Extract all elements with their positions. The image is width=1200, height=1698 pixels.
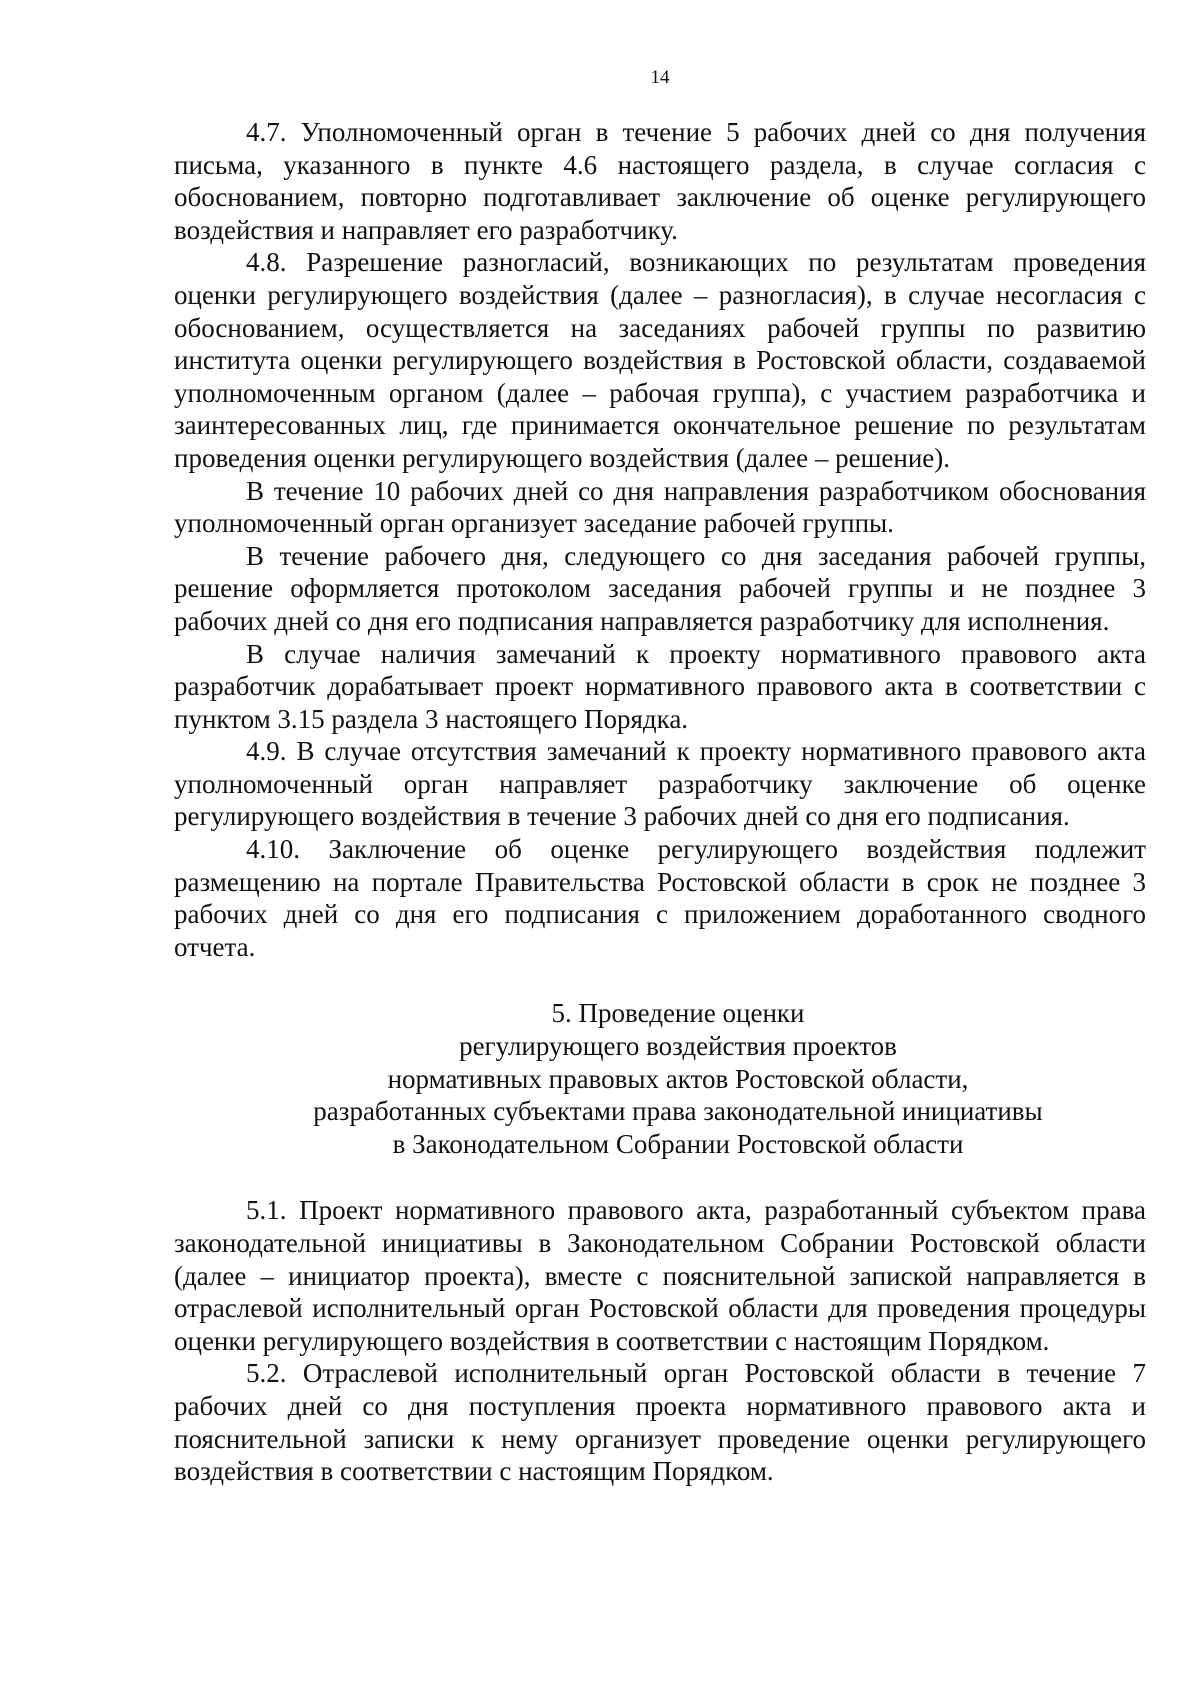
- paragraph-4-10: 4.10. Заключение об оценке регулирующего воздействия подлежит размещению на портале Правительства Ростовской области в срок не позднее 3 рабочих дней со дня его подписания с приложением доработанного сводного отчета.: [174, 834, 1146, 962]
- section-5-heading-line: регулирующего воздействия проектов: [459, 1031, 897, 1062]
- paragraph-5-1: 5.1. Проект нормативного правового акта, разработанный субъектом права законодательной инициативы в Законодательном Собрании Ростовской области (далее – инициатор проекта), вместе с пояснительной запиской направляется в отраслевой исполнительный орган Ростовской области для проведения процедуры оценки регулирующего воздействия в соответствии с настоящим Порядком.: [174, 1195, 1146, 1356]
- paragraph-4-7: 4.7. Уполномоченный орган в течение 5 рабочих дней со дня получения письма, указанного в пункте 4.6 настоящего раздела, в случае согласия с обоснованием, повторно подготавливает заключение об оценке регулирующего воздействия и направляет его разработчику.: [174, 117, 1146, 245]
- section-5-heading: [174, 997, 1146, 1160]
- paragraph-4-9: 4.9. В случае отсутствия замечаний к проекту нормативного правового акта уполномоченный орган направляет разработчику заключение об оценке регулирующего воздействия в течение 3 рабочих дней со дня его подписания.: [174, 736, 1146, 832]
- paragraph-4-8-remarks: В случае наличия замечаний к проекту нормативного правового акта разработчик дорабатывает проект нормативного правового акта в соответствии с пунктом 3.15 раздела 3 настоящего Порядка.: [174, 638, 1146, 734]
- section-5-heading-line: разработанных субъектами права законодательной инициативы: [313, 1096, 1043, 1127]
- page-number: 14: [650, 67, 670, 88]
- document-body: [174, 116, 1146, 1488]
- paragraph-4-8: 4.8. Разрешение разногласий, возникающих по результатам проведения оценки регулирующего воздействия (далее – разногласия), в случае несогласия с обоснованием, осуществляется на заседаниях рабочей группы по развитию института оценки регулирующего воздействия в Ростовской области, создаваемой уполномоченным органом (далее – рабочая группа), с участием разработчика и заинтересованных лиц, где принимается окончательное решение по результатам проведения оценки регулирующего воздействия (далее – решение).: [174, 247, 1146, 473]
- paragraph-4-8-meeting: В течение 10 рабочих дней со дня направления разработчиком обоснования уполномоченный орган организует заседание рабочей группы.: [174, 475, 1146, 539]
- paragraph-4-8-decision: В течение рабочего дня, следующего со дня заседания рабочей группы, решение оформляется протоколом заседания рабочей группы и не позднее 3 рабочих дней со дня его подписания направляется разработчику для исполнения.: [174, 540, 1146, 636]
- section-5-heading-line: в Законодательном Собрании Ростовской области: [392, 1128, 964, 1159]
- section-5-heading-line: нормативных правовых актов Ростовской области,: [387, 1063, 969, 1094]
- paragraph-5-2: 5.2. Отраслевой исполнительный орган Ростовской области в течение 7 рабочих дней со дня поступления проекта нормативного правового акта и пояснительной записки к нему организует проведение оценки регулирующего воздействия в соответствии с настоящим Порядком.: [174, 1358, 1146, 1487]
- section-5-heading-line: 5. Проведение оценки: [551, 998, 805, 1029]
